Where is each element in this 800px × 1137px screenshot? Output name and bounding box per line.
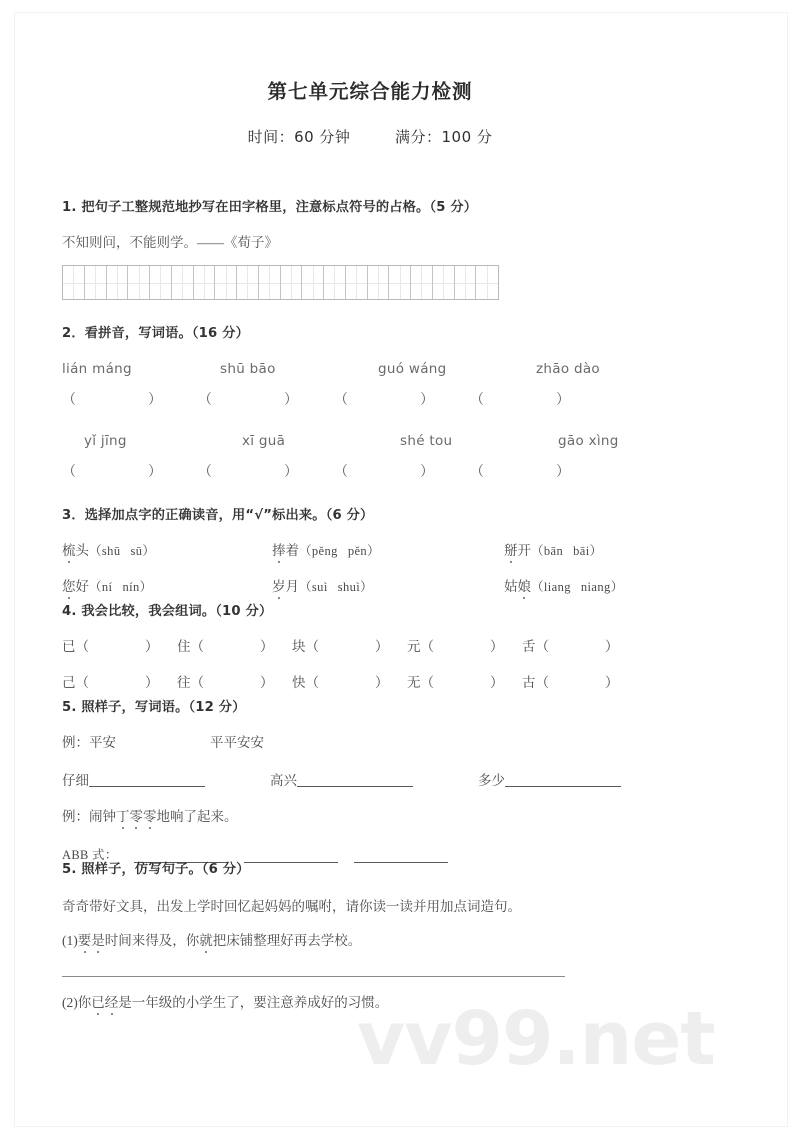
word-blank-row [62,769,738,789]
word-rest: 月 [285,579,299,594]
question-1 [62,196,738,300]
tianzige-cell[interactable] [346,266,368,299]
question-1-quote: 不知则问，不能则学。——《荀子》 [62,235,278,250]
abb-label: ABB 式： [62,848,118,862]
dotted-char: 掰 [504,539,518,559]
pinyin-item: gāo xìng [558,433,619,449]
pinyin-options[interactable]: （shū sū） [89,544,156,558]
answer-parens-row-2 [62,461,738,481]
pinyin-row-1 [62,361,738,377]
duyin-item[interactable] [272,539,482,559]
duyin-row-1 [62,539,738,559]
question-5 [62,696,738,863]
answer-write-line[interactable] [62,975,565,977]
write-line[interactable] [89,773,205,787]
duyin-row-2 [62,575,738,595]
answer-paren-slot[interactable]: （ ） [198,465,298,480]
example-label: 例：平安 [62,735,116,750]
dotted-char: 零 [130,805,144,825]
sentence-1-number: (1) [62,933,78,948]
answer-paren-slot[interactable]: （ ） [470,393,570,408]
question-4 [62,600,738,691]
write-line[interactable] [505,773,621,787]
tianzige-cell[interactable] [455,266,477,299]
example2-post: 地响了起来。 [156,809,238,824]
word-blank-slot[interactable]: 仔细 [62,769,270,789]
pinyin-item: xī guā [242,433,286,449]
sentence-1-tail: 把床铺整理好再去学校。 [212,933,362,948]
dotted-char: 是 [91,929,105,949]
tianzige-cell[interactable] [128,266,150,299]
compare-row-1 [62,635,738,655]
tianzige-cell[interactable] [172,266,194,299]
compare-slot[interactable]: 舌（ ） [522,639,619,654]
dotted-char: 经 [105,991,119,1011]
tianzige-cell[interactable] [476,266,498,299]
dotted-char: 娘 [518,575,532,595]
pinyin-row-2 [62,433,738,449]
tianzige-cell[interactable] [389,266,411,299]
tianzige-cell[interactable] [194,266,216,299]
pinyin-item: lián máng [62,361,132,377]
dotted-char: 丁 [116,805,130,825]
tianzige-cell[interactable] [215,266,237,299]
duyin-item[interactable] [482,575,714,595]
dotted-char: 就 [199,929,213,949]
compare-slot[interactable]: 住（ ） [177,639,274,654]
example-value: 平平安安 [210,735,264,750]
word-pre: 姑 [504,579,518,594]
question-5-head: 5. 照样子，写词语。（12 分） [62,700,246,715]
question-6 [62,858,738,1011]
pinyin-item: yǐ jīng [84,433,127,449]
example2-pre: 例：闹钟 [62,809,116,824]
word-blank-slot[interactable]: 多少 [478,769,686,789]
watermark: vv99.net [357,996,715,1082]
answer-parens-row-1 [62,389,738,409]
answer-paren-slot[interactable]: （ ） [198,393,298,408]
dotted-char: 岁 [272,575,286,595]
answer-paren-slot[interactable]: （ ） [62,465,162,480]
dotted-char: 已 [91,991,105,1011]
total-score: 满分：100 分 [395,128,493,146]
answer-paren-slot[interactable]: （ ） [334,465,434,480]
question-2 [62,322,738,481]
answer-paren-slot[interactable]: （ ） [62,393,162,408]
question-4-head: 4. 我会比较，我会组词。（10 分） [62,604,273,619]
example-row [62,731,738,751]
pinyin-item: shé tou [400,433,453,449]
word-rest: 开 [517,543,531,558]
duyin-item[interactable] [62,575,272,595]
duyin-item[interactable] [482,539,714,559]
question-3 [62,504,738,595]
question-1-head: 1. 把句子工整规范地抄写在田字格里，注意标点符号的占格。（5 分） [62,200,478,215]
example-row-2 [62,805,738,825]
tianzige-cell[interactable] [368,266,390,299]
tianzige-cell[interactable] [324,266,346,299]
tianzige-cell[interactable] [281,266,303,299]
compare-slot[interactable]: 往（ ） [177,675,274,690]
pinyin-options[interactable]: （liang niang） [531,580,624,594]
sentence-2-pre: 你 [77,995,92,1010]
word-rest: 头 [75,543,89,558]
dotted-char: 梳 [62,539,76,559]
tianzige-cell[interactable] [259,266,281,299]
exam-meta [62,104,738,147]
compare-slot[interactable]: 块（ ） [292,639,389,654]
pinyin-options[interactable]: （suì shuì） [299,580,374,594]
question-2-head: 2．看拼音，写词语。（16 分） [62,326,249,341]
compare-slot[interactable]: 快（ ） [292,675,389,690]
tianzige-cell[interactable] [107,266,129,299]
dotted-char: 捧 [272,539,286,559]
tianzige-cell[interactable] [237,266,259,299]
compare-slot[interactable]: 古（ ） [522,675,619,690]
sentence-1 [62,929,738,949]
write-line[interactable] [297,773,413,787]
word-blank-slot[interactable]: 高兴 [270,769,478,789]
page-content [62,0,738,147]
pinyin-options[interactable]: （bān bāi） [531,544,603,558]
page-title: 第七单元综合能力检测 [267,80,473,103]
sentence-1-mid: 时间来得及，你 [104,933,200,948]
tianzige-cell[interactable] [85,266,107,299]
question-6-intro: 奇奇带好文具，出发上学时回忆起妈妈的嘱咐，请你读一读并用加点词造句。 [62,899,521,914]
compare-slot[interactable]: 元（ ） [407,639,504,654]
word-rest: 好 [75,579,89,594]
pinyin-item: shū bāo [220,361,276,377]
tianzige-cell[interactable] [433,266,455,299]
tianzige-cell[interactable] [302,266,324,299]
tianzige-cell[interactable] [411,266,433,299]
pinyin-item: zhāo dào [536,361,600,377]
question-3-head: 3．选择加点字的正确读音，用“√”标出来。（6 分） [62,508,374,523]
dotted-char: 您 [62,575,76,595]
compare-slot[interactable]: 己（ ） [62,675,159,690]
pinyin-item: guó wáng [378,361,447,377]
tianzige-cell[interactable] [63,266,85,299]
sentence-2-tail: 是一年级的小学生了，要注意养成好的习惯。 [118,995,389,1010]
pinyin-options[interactable]: （pěng pěn） [299,544,380,558]
compare-slot[interactable]: 无（ ） [407,675,504,690]
compare-slot[interactable]: 已（ ） [62,639,159,654]
answer-paren-slot[interactable]: （ ） [470,465,570,480]
dotted-char: 零 [143,805,157,825]
tianzige-cell[interactable] [150,266,172,299]
tianzige-grid[interactable] [62,265,499,300]
compare-row-2 [62,671,738,691]
dotted-char: 要 [78,929,92,949]
duyin-item[interactable] [272,575,482,595]
word-rest: 着 [285,543,299,558]
duyin-item[interactable] [62,539,272,559]
time-limit: 时间：60 分钟 [247,128,351,146]
sentence-2-number: (2) [62,995,78,1010]
answer-paren-slot[interactable]: （ ） [334,393,434,408]
question-6-head: 5. 照样子，仿写句子。（6 分） [62,862,250,877]
pinyin-options[interactable]: （ní nín） [89,580,153,594]
